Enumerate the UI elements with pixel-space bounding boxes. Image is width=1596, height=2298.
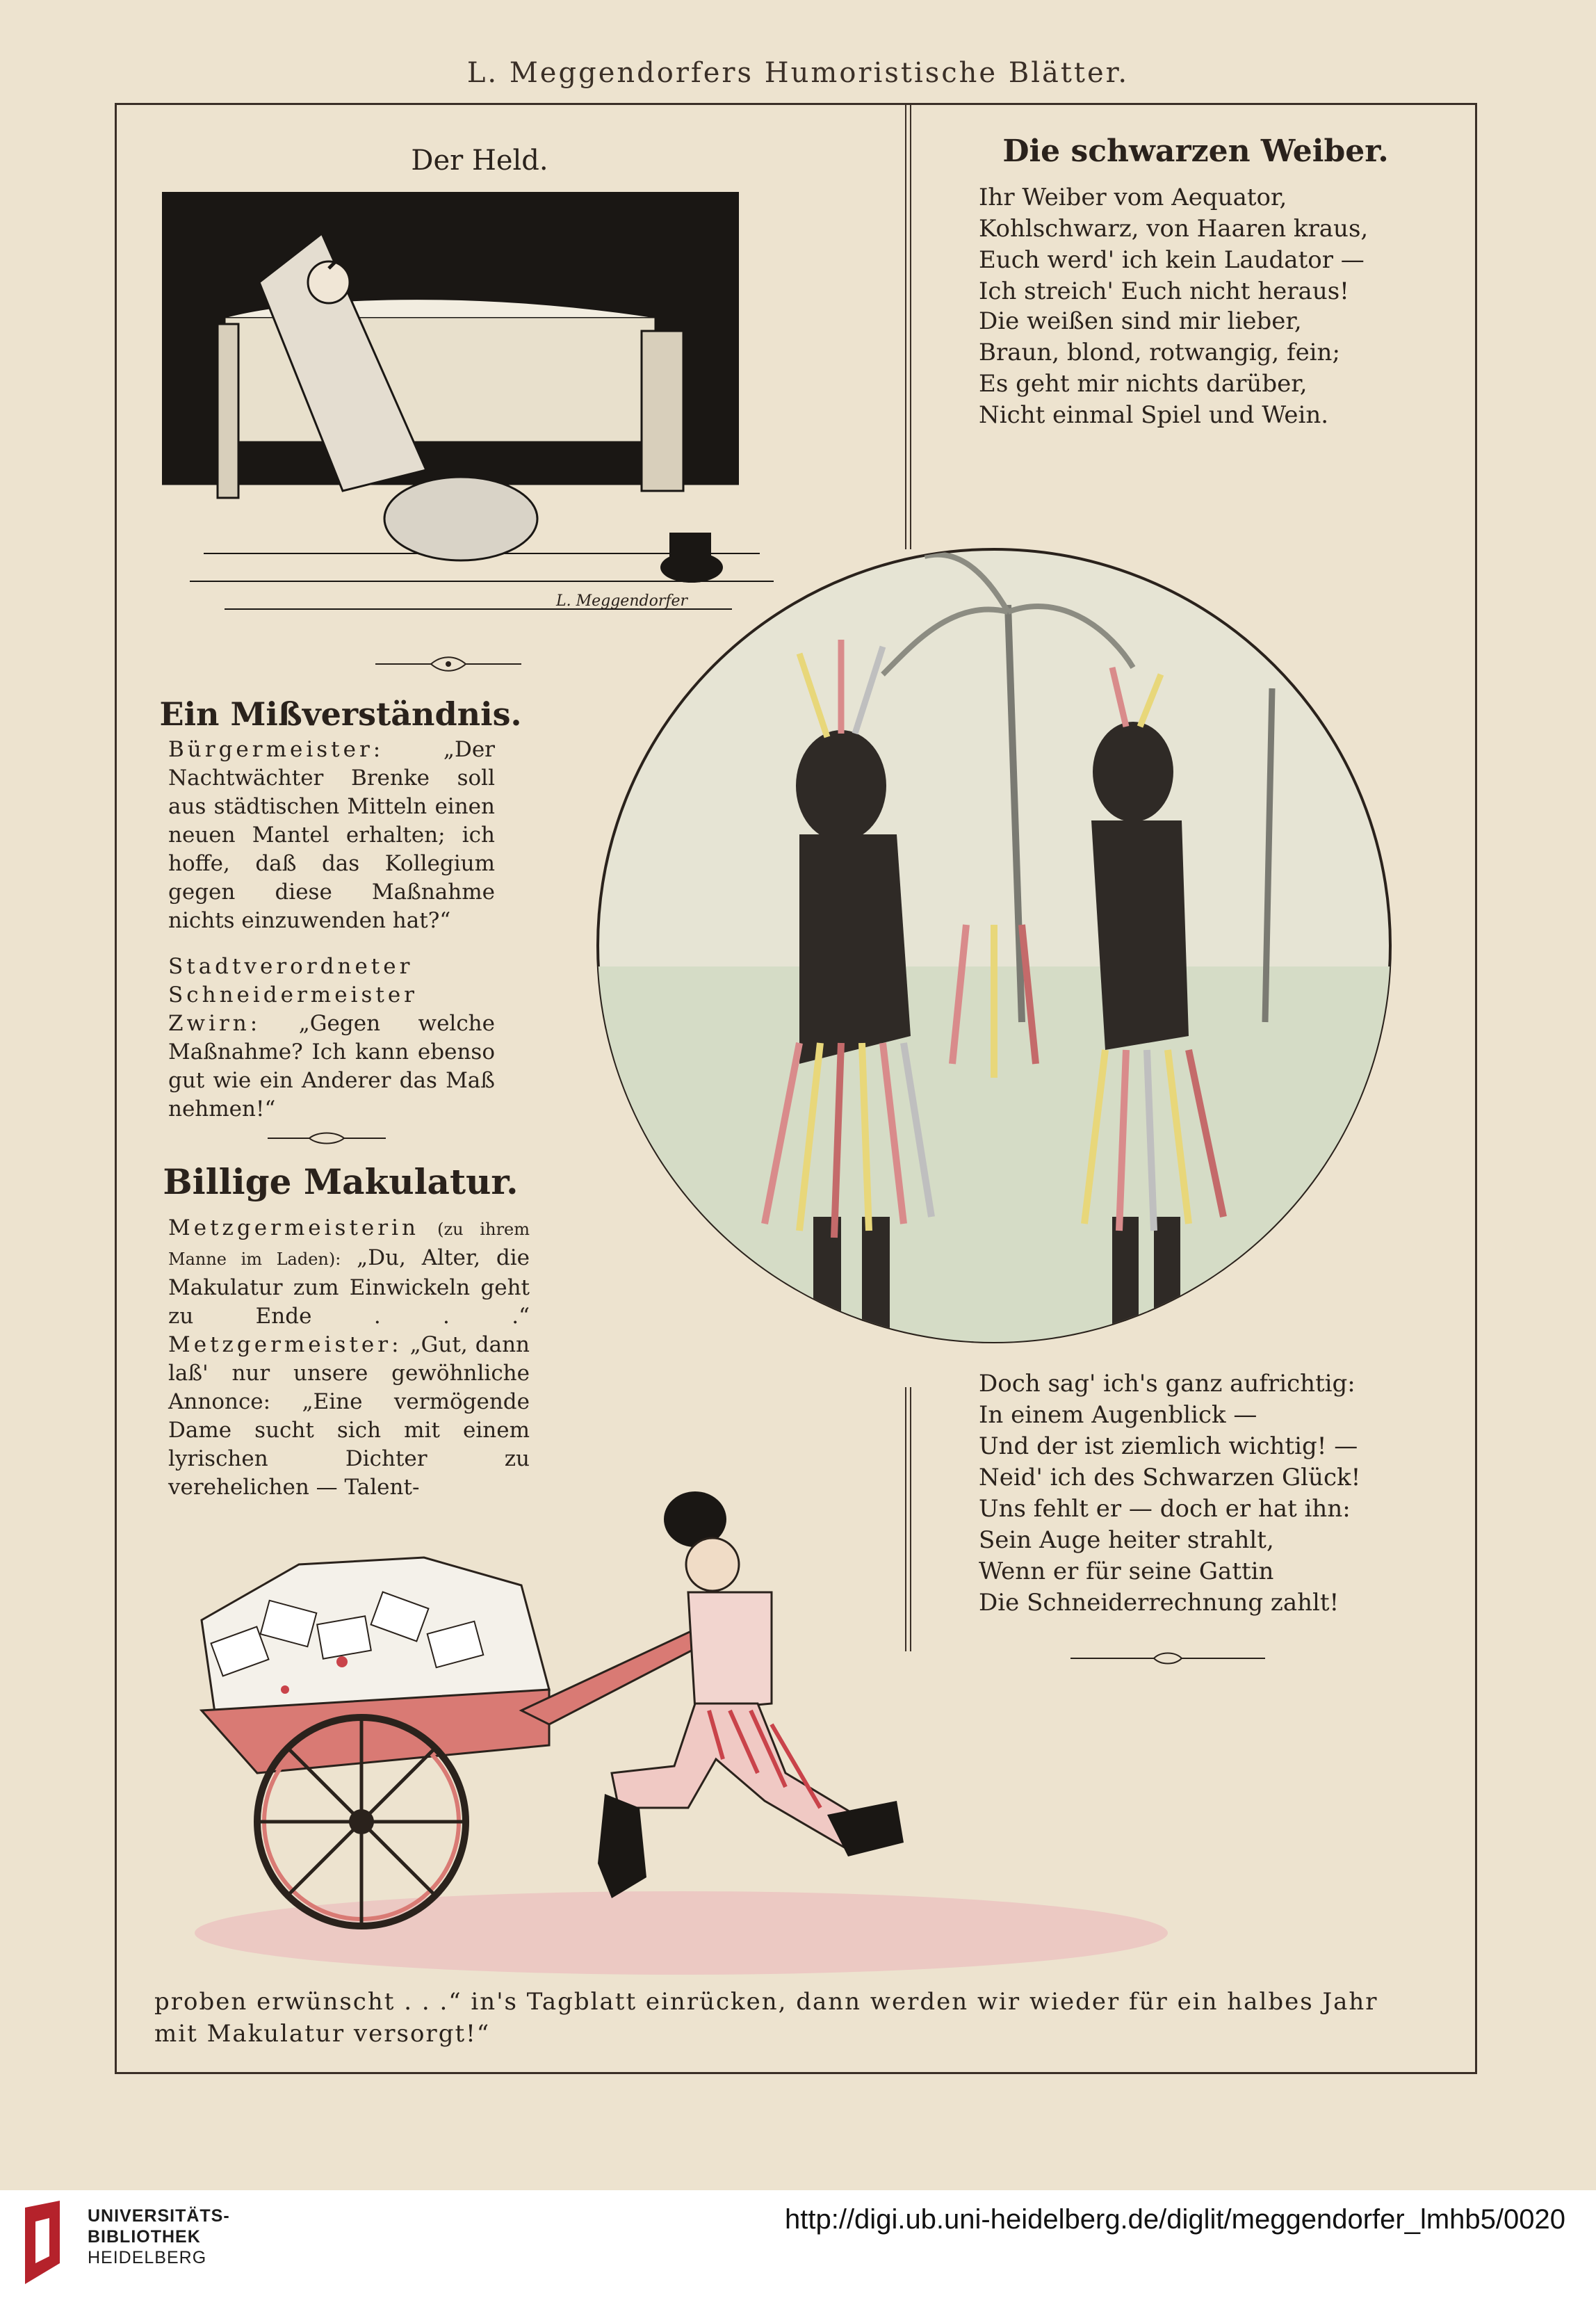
makulatur-illustration	[160, 1481, 1203, 1982]
missverstaendnis-title: Ein Mißverständnis.	[159, 695, 522, 733]
column-divider	[905, 104, 911, 549]
held-signature: L. Meggendorfer	[556, 592, 688, 610]
missverstaendnis-part-2	[168, 953, 495, 1124]
ornament-divider-small	[268, 1130, 386, 1147]
makulatur-title: Billige Makulatur.	[163, 1161, 519, 1202]
dialogue-text: „Gegen welche Maßnahme? Ich kann ebenso gut wie ein Anderer das Maß nehmen!“	[168, 1011, 495, 1122]
ornament-divider	[375, 654, 521, 674]
speaker-label: Metzgermeister:	[168, 1332, 402, 1357]
weiber-stanza-1: Ihr Weiber vom Aequator, Kohlschwarz, von Haaren kraus, Euch werd' ich kein Laudator — Ich streich' Euch nicht heraus!	[979, 184, 1369, 305]
dialogue-text: „Der Nachtwächter Brenke soll aus städtischen Mitteln einen neuen Mantel erhalten; ich hoffe, daß das Kollegium gegen diese Maßnahme nichts einzuwenden hat?“	[168, 737, 495, 933]
source-url-link[interactable]: http://digi.ub.uni-heidelberg.de/diglit/meggendorfer_lmhb5/0020	[785, 2204, 1565, 2235]
dialogue-text: „Gut, dann laß' nur unsere gewöhnliche Annonce: „Eine vermögende Dame sucht sich mit einem lyrischen Dichter zu verehelichen — Talent-	[168, 1332, 530, 1500]
missverstaendnis-part-1	[168, 736, 495, 935]
makulatur-continuation: proben erwünscht . . .“ in's Tagblatt einrücken, dann werden wir wieder für ein halbes Jahr mit Makulatur versorgt!“	[154, 1988, 1378, 2048]
logo-line: UNIVERSITÄTS-	[88, 2206, 230, 2226]
makulatur-text	[168, 1214, 530, 1502]
university-logo-text	[88, 2206, 230, 2268]
held-title: Der Held.	[411, 145, 548, 177]
speaker-label: Stadtverordneter Schneidermeister Zwirn:	[168, 954, 418, 1036]
weiber-stanza-3: Doch sag' ich's ganz aufrichtig: In einem Augenblick — Und der ist ziemlich wichtig! — Neid' ich des Schwarzen Glück!	[979, 1370, 1361, 1491]
weiber-title: Die schwarzen Weiber.	[1002, 133, 1389, 169]
running-head: L. Meggendorfers Humoristische Blätter.	[466, 57, 1130, 89]
university-logo-icon	[18, 2201, 81, 2291]
weiber-stanza-4: Uns fehlt er — doch er hat ihn: Sein Auge heiter strahlt, Wenn er für seine Gattin Die Schneiderrechnung zahlt!	[979, 1495, 1351, 1617]
logo-line: BIBLIOTHEK	[88, 2227, 201, 2247]
weiber-stanza-2: Die weißen sind mir lieber, Braun, blond, rotwangig, fein; Es geht mir nichts darüber, Nicht einmal Spiel und Wein.	[979, 307, 1340, 429]
speaker-label: Bürgermeister:	[168, 737, 384, 762]
stage-direction: (zu ihrem Manne im Laden):	[168, 1220, 530, 1269]
dialogue-text: „Du, Alter, die Makulatur zum Einwickeln geht zu Ende . . .“	[168, 1245, 530, 1329]
logo-line: HEIDELBERG	[88, 2248, 207, 2267]
speaker-label: Metzgermeisterin	[168, 1215, 419, 1240]
weiber-illustration	[535, 535, 1460, 1411]
